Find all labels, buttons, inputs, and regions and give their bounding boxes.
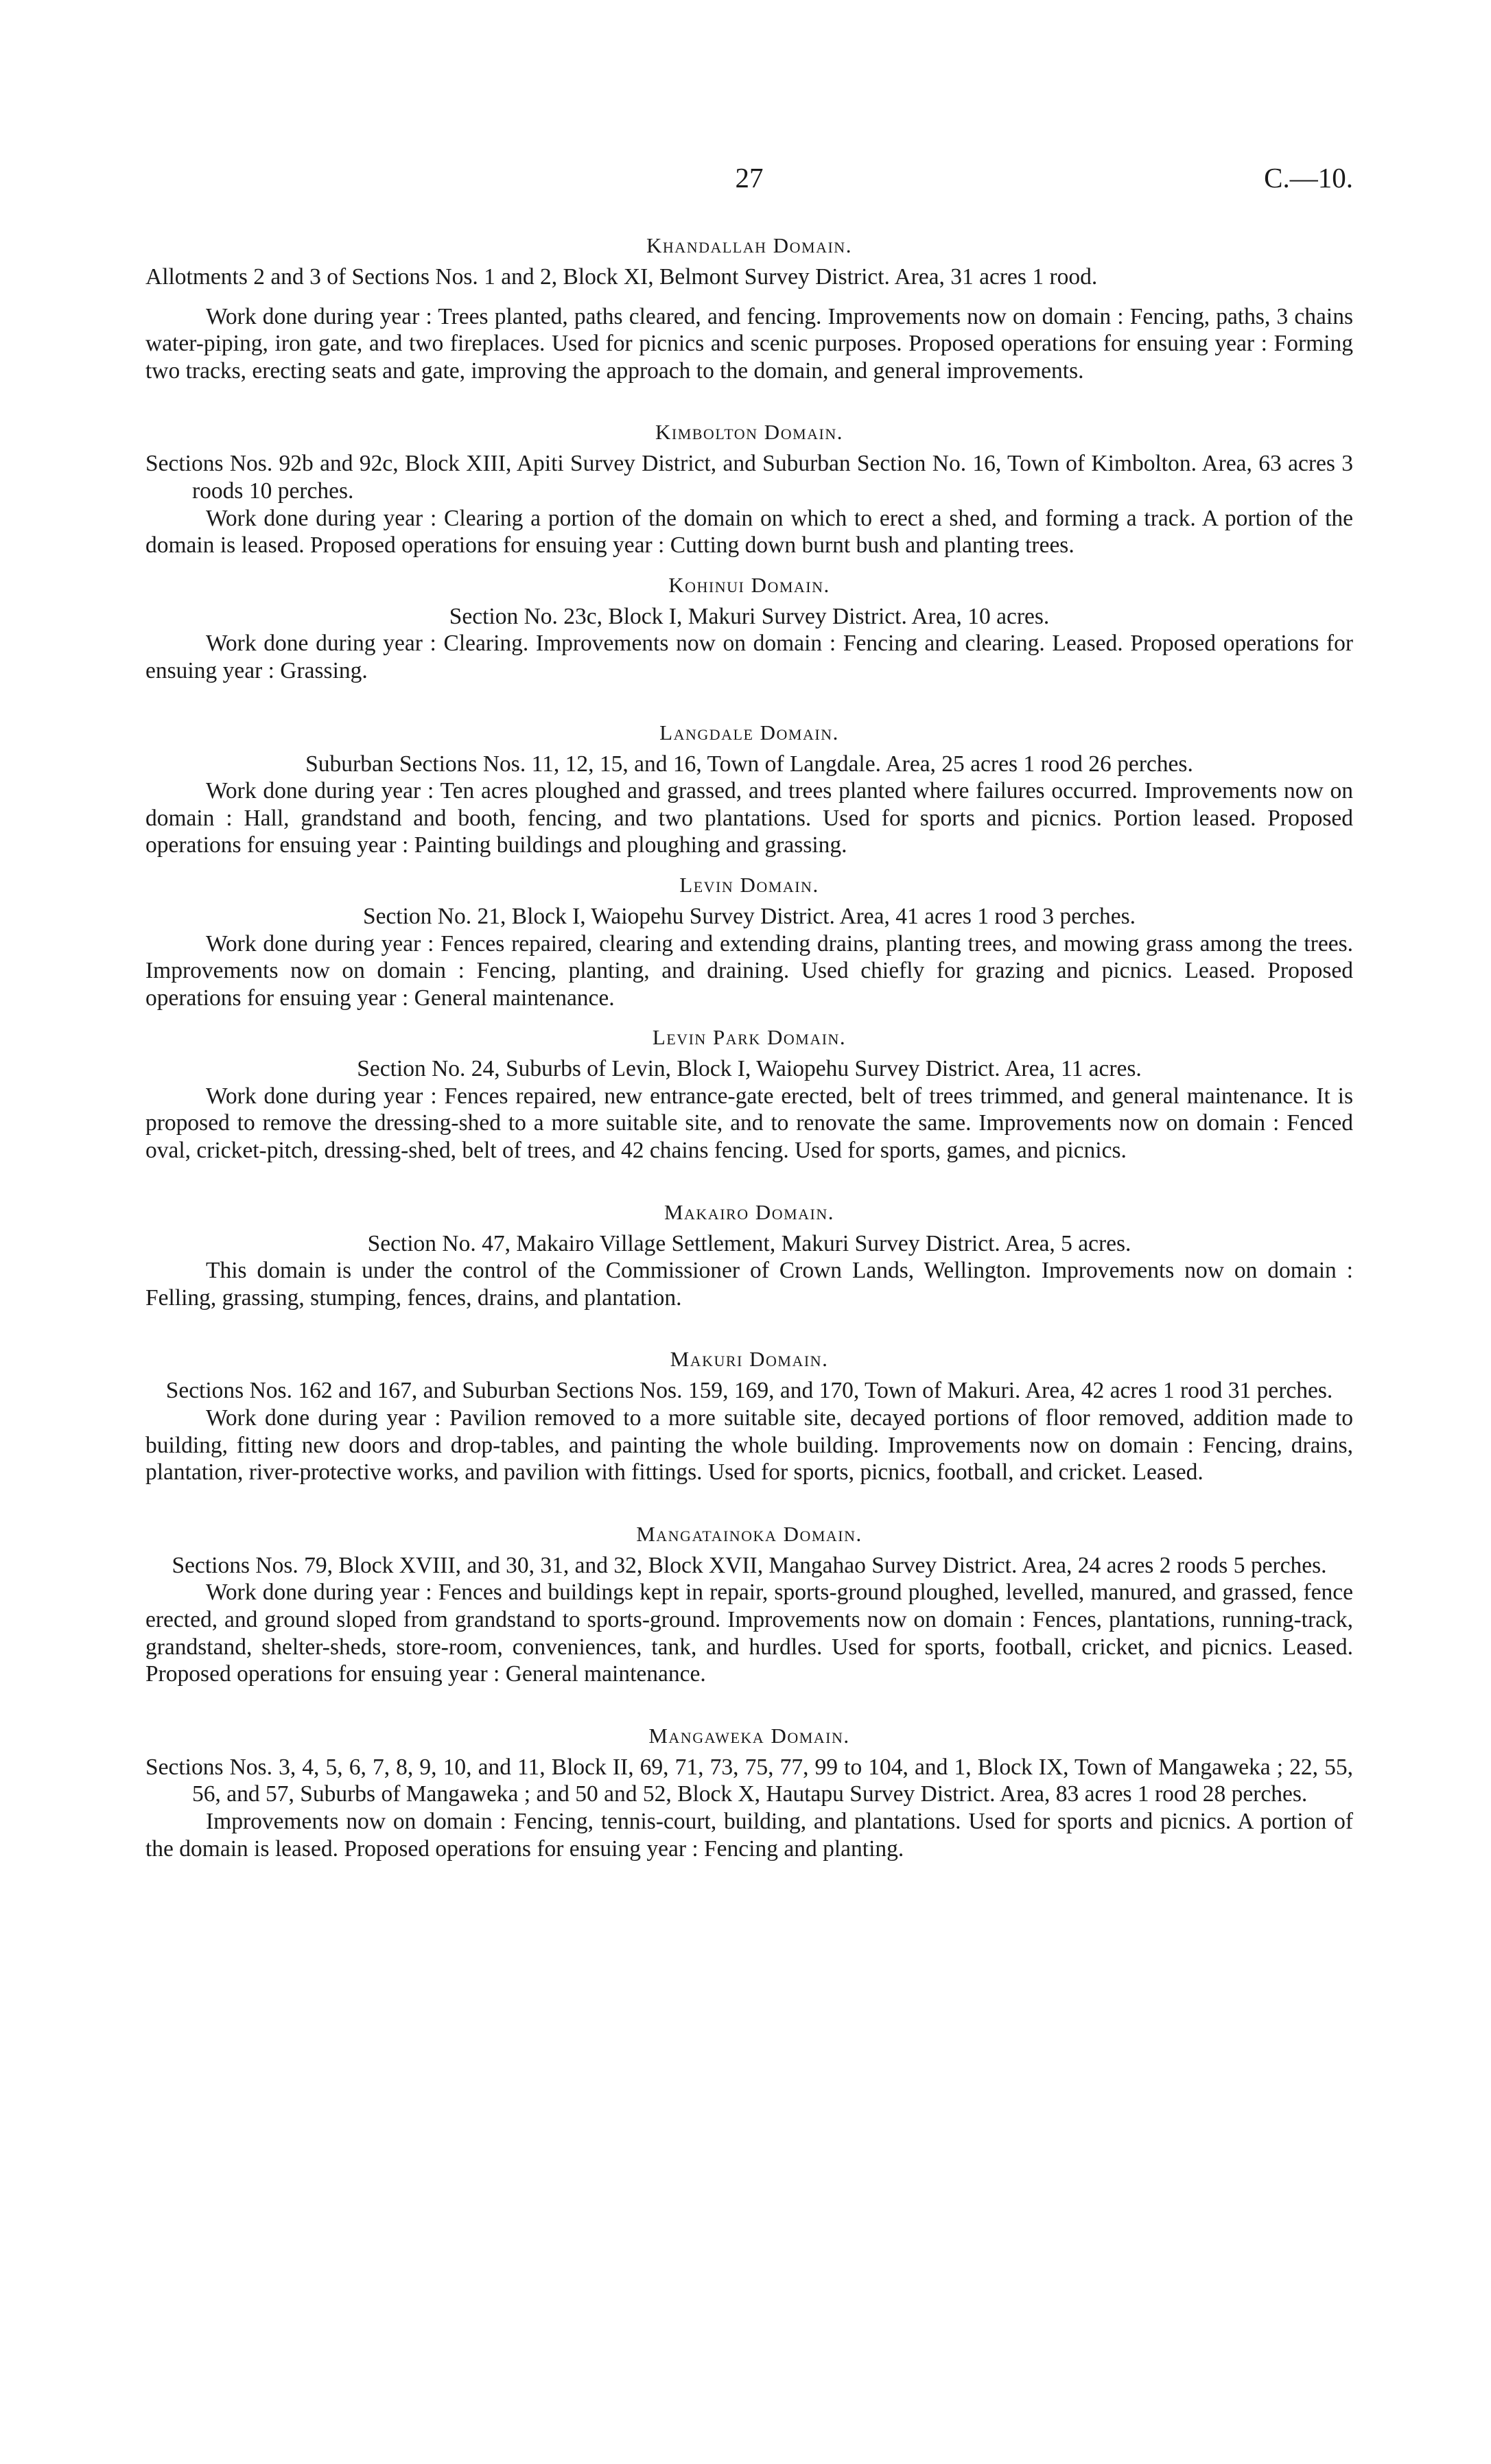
section-mangaweka-domain: [145, 1722, 1353, 1862]
section-heading: Mangatainoka Domain.: [636, 1521, 862, 1546]
section-levin-domain: [145, 871, 1353, 1011]
section-kimbolton-domain: [145, 419, 1353, 559]
document-reference: C.—10.: [1264, 162, 1353, 193]
section-body: This domain is under the control of the Commissioner of Crown Lands, Wellington. Improvements now on domain : Felling, grassing, stumping, fences, drains, and plantation.: [145, 1258, 1353, 1311]
section-heading: Makairo Domain.: [664, 1199, 835, 1224]
section-heading: Mangaweka Domain.: [648, 1723, 850, 1748]
section-levin-park-domain: [145, 1024, 1353, 1164]
section-location: Sections Nos. 79, Block XVIII, and 30, 31, and 32, Block XVII, Mangahao Survey District. Area, 24 acres 2 roods 5 perches.: [172, 1552, 1327, 1578]
section-location: Sections Nos. 92b and 92c, Block XIII, Apiti Survey District, and Suburban Section No. 16, Town of Kimbolton. Area, 63 acres 3 roods 10 perches.: [145, 451, 1353, 504]
section-location: Section No. 47, Makairo Village Settlement, Makuri Survey District. Area, 5 acres.: [367, 1230, 1131, 1256]
section-mangatainoka-domain: [145, 1521, 1353, 1688]
section-khandallah-domain: [145, 232, 1353, 384]
page-content: [145, 232, 1353, 1862]
section-heading: Makuri Domain.: [670, 1347, 829, 1372]
section-location: Sections Nos. 162 and 167, and Suburban Sections Nos. 159, 169, and 170, Town of Makuri. Area, 42 acres 1 rood 31 perches.: [165, 1378, 1333, 1404]
section-heading: Kimbolton Domain.: [655, 420, 843, 445]
section-heading: Kohinui Domain.: [668, 572, 830, 597]
section-location: Sections Nos. 3, 4, 5, 6, 7, 8, 9, 10, and 11, Block II, 69, 71, 73, 75, 77, 99 to 104, and 1, Block IX, Town of Mangaweka ; 22, 55, 56, and 57, Suburbs of Mangaweka ; and 50 and 52, Block X, Hautapu Survey District. Area, 83 acres 1 rood 28 perches.: [145, 1754, 1353, 1807]
page-header: [145, 161, 1353, 209]
section-location: Section No. 24, Suburbs of Levin, Block I, Waiopehu Survey District. Area, 11 acres.: [357, 1056, 1142, 1082]
section-body: Work done during year : Pavilion removed to a more suitable site, decayed portions of floor removed, addition made to building, fitting new doors and drop-tables, and painting the whole building. Improvements now on domain : Fencing, drains, plantation, river-protective works, and pavilion with fittings. Used for sports, picnics, football, and cricket. Leased.: [145, 1405, 1353, 1486]
section-heading: Levin Domain.: [679, 872, 819, 897]
page-number: 27: [735, 162, 764, 193]
section-body: Work done during year : Clearing a portion of the domain on which to erect a shed, and forming a track. A portion of the domain is leased. Proposed operations for ensuing year : Cutting down burnt bush and planting trees.: [145, 505, 1353, 559]
section-location: Allotments 2 and 3 of Sections Nos. 1 and 2, Block XI, Belmont Survey District. Area, 31 acres 1 rood.: [145, 264, 1098, 290]
section-kohinui-domain: [145, 572, 1353, 685]
section-body: Work done during year : Ten acres ploughed and grassed, and trees planted where failures occurred. Improvements now on domain : Hall, grandstand and booth, fencing, and two plantations. Used for sports and picnics. Portion leased. Proposed operations for ensuing year : Painting buildings and ploughing and grassing.: [145, 778, 1353, 858]
section-langdale-domain: [145, 719, 1353, 859]
section-heading: Langdale Domain.: [659, 720, 839, 744]
section-body: Improvements now on domain : Fencing, tennis-court, building, and plantations. Used for sports and picnics. A portion of the domain is leased. Proposed operations for ensuing year : Fencing and planting.: [145, 1808, 1353, 1862]
section-body: Work done during year : Fences and buildings kept in repair, sports-ground ploughed, levelled, manured, and grassed, fence erected, and ground sloped from grandstand to sports-ground. Improvements now on domain : Fences, plantations, running-track, grandstand, shelter-sheds, store-room, conveniences, tank, and hurdles. Used for sports, football, cricket, and picnics. Leased. Proposed operations for ensuing year : General maintenance.: [145, 1580, 1353, 1687]
section-body: Work done during year : Clearing. Improvements now on domain : Fencing and clearing. Leased. Proposed operations for ensuing year : Grassing.: [145, 631, 1353, 683]
section-heading: Levin Park Domain.: [652, 1025, 847, 1050]
section-makuri-domain: [145, 1346, 1353, 1486]
section-location: Section No. 21, Block I, Waiopehu Survey District. Area, 41 acres 1 rood 3 perches.: [362, 903, 1136, 929]
section-location: Suburban Sections Nos. 11, 12, 15, and 16, Town of Langdale. Area, 25 acres 1 rood 26 perches.: [305, 751, 1193, 777]
section-body: Work done during year : Fences repaired, clearing and extending drains, planting trees, and mowing grass among the trees. Improvements now on domain : Fencing, planting, and draining. Used chiefly for grazing and picnics. Leased. Proposed operations for ensuing year : General maintenance.: [145, 930, 1353, 1011]
section-location: Section No. 23c, Block I, Makuri Survey District. Area, 10 acres.: [449, 603, 1050, 629]
section-heading: Khandallah Domain.: [646, 233, 852, 257]
section-body: Work done during year : Fences repaired, new entrance-gate erected, belt of trees trimmed, and general maintenance. It is proposed to remove the dressing-shed to a more suitable site, and to renovate the same. Improvements now on domain : Fenced oval, cricket-pitch, dressing-shed, belt of trees, and 42 chains fencing. Used for sports, games, and picnics.: [145, 1083, 1353, 1164]
section-body: Work done during year : Trees planted, paths cleared, and fencing. Improvements now on domain : Fencing, paths, 3 chains water-piping, iron gate, and two fireplaces. Used for picnics and scenic purposes. Proposed operations for ensuing year : Forming two tracks, erecting seats and gate, improving the approach to the domain, and general improvements.: [145, 303, 1353, 384]
section-makairo-domain: [145, 1199, 1353, 1312]
